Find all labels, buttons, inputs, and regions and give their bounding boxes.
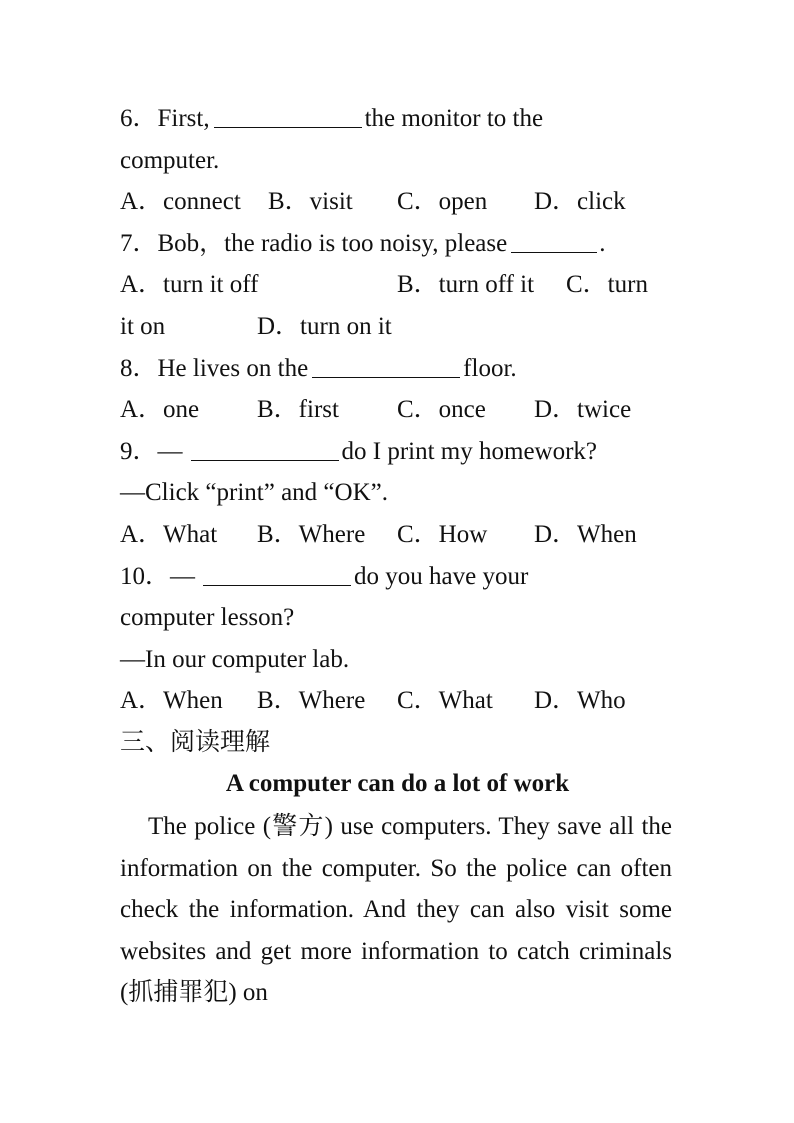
q7-stem-suffix: . <box>599 230 606 257</box>
question-6-stem-continued: computer. <box>120 147 220 174</box>
q7-option-d[interactable]: D．turn on it <box>257 313 392 340</box>
q10-option-a[interactable]: A．When <box>120 687 223 714</box>
q8-answer-blank[interactable] <box>312 351 460 378</box>
q10-option-b[interactable]: B．Where <box>257 687 366 714</box>
q7-option-b[interactable]: B．turn off it <box>397 271 535 298</box>
q8-stem-prefix: 8．He lives on the <box>120 355 309 382</box>
passage-title: A computer can do a lot of work <box>225 770 570 797</box>
passage-paragraph <box>120 806 672 1014</box>
q6-stem-suffix: the monitor to the <box>364 105 544 132</box>
q8-option-c[interactable]: C．once <box>397 396 486 423</box>
question-7-options-line-1 <box>120 264 675 305</box>
q9-option-a[interactable]: A．What <box>120 521 218 548</box>
q8-stem-suffix: floor. <box>463 355 517 382</box>
q8-option-d[interactable]: D．twice <box>534 396 632 423</box>
q7-stem-prefix: 7．Bob，the radio is too noisy, please <box>120 230 508 257</box>
q6-option-c[interactable]: C．open <box>397 188 488 215</box>
q10-option-c[interactable]: C．What <box>397 687 493 714</box>
q10-answer-blank[interactable] <box>203 559 351 586</box>
question-10-options <box>120 680 675 721</box>
q6-option-d[interactable]: D．click <box>534 188 626 215</box>
question-10-stem-continued: computer lesson? <box>120 604 295 631</box>
question-10-stem <box>120 556 675 597</box>
section-heading: 三、阅读理解 <box>120 729 271 756</box>
q6-stem-prefix: 6．First, <box>120 105 210 132</box>
q6-option-a[interactable]: A．connect <box>120 188 241 215</box>
q10-stem-suffix: do you have your <box>354 563 529 590</box>
q9-option-b[interactable]: B．Where <box>257 521 366 548</box>
q7-option-a[interactable]: A．turn it off <box>120 271 259 298</box>
q9-stem-suffix: do I print my homework? <box>341 438 598 465</box>
q7-answer-blank[interactable] <box>511 226 597 253</box>
question-6-options <box>120 181 675 222</box>
q9-answer-blank[interactable] <box>191 434 339 461</box>
question-8-stem <box>120 348 675 389</box>
q6-answer-blank[interactable] <box>214 101 362 128</box>
question-6-stem <box>120 98 675 139</box>
q6-option-b[interactable]: B．visit <box>268 188 353 215</box>
q9-stem-prefix: 9．— <box>120 438 183 465</box>
q10-stem-prefix: 10．— <box>120 563 196 590</box>
q9-option-d[interactable]: D．When <box>534 521 637 548</box>
q10-option-d[interactable]: D．Who <box>534 687 626 714</box>
question-10-answer: —In our computer lab. <box>120 646 350 673</box>
q8-option-b[interactable]: B．first <box>257 396 339 423</box>
question-8-options <box>120 389 675 430</box>
q7-option-c[interactable]: C．turn <box>566 271 648 298</box>
q7-option-c-continued[interactable]: it on <box>120 313 166 340</box>
question-9-stem <box>120 431 675 472</box>
question-7-options-line-2 <box>120 306 675 347</box>
q8-option-a[interactable]: A．one <box>120 396 200 423</box>
question-9-options <box>120 514 675 555</box>
passage-text: The police (警方) use computers. They save all the information on the computer. So the police can often check the information. And they can also visit some websites and get more information to catch criminals (抓捕罪犯) on <box>120 813 672 1006</box>
question-7-stem <box>120 223 675 264</box>
question-9-answer: —Click “print” and “OK”. <box>120 479 388 506</box>
q9-option-c[interactable]: C．How <box>397 521 488 548</box>
